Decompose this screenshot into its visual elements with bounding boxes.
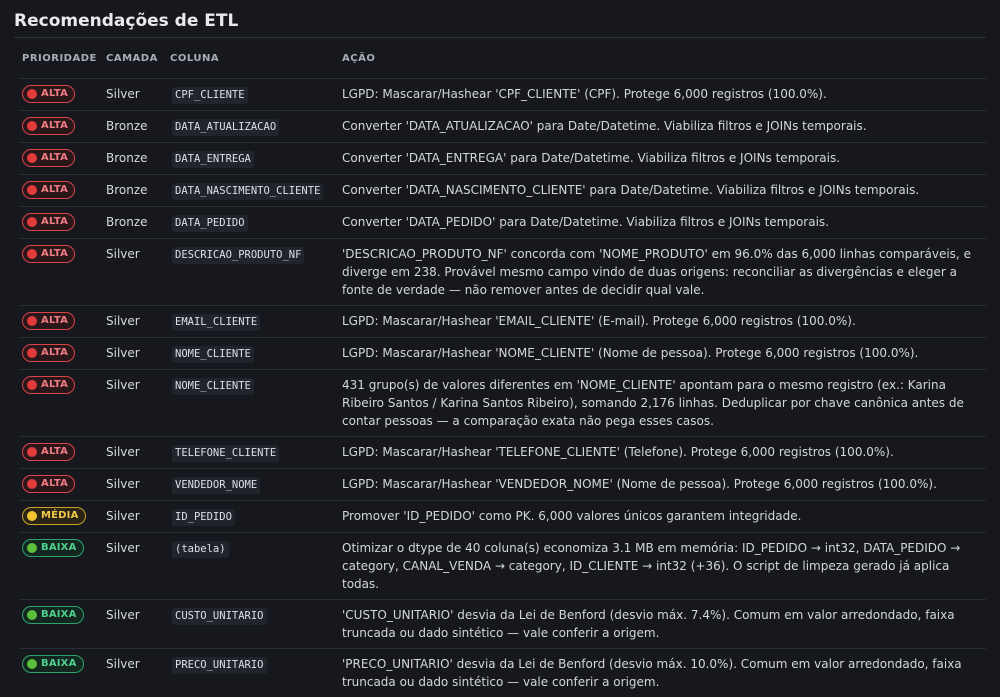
green-circle-icon (27, 610, 37, 620)
action-cell: LGPD: Mascarar/Hashear 'NOME_CLIENTE' (Nome de pessoa). Protege 6,000 registros (100.0%). (340, 338, 986, 370)
priority-cell (20, 469, 104, 501)
priority-cell (20, 239, 104, 306)
table-row[interactable] (20, 469, 986, 501)
column-name-code: VENDEDOR_NOME (172, 477, 260, 494)
green-circle-icon (27, 659, 37, 669)
column-name-code: DATA_PEDIDO (172, 215, 248, 232)
table-row[interactable] (20, 175, 986, 207)
column-cell (168, 437, 340, 469)
column-cell (168, 306, 340, 338)
priority-badge (22, 85, 75, 103)
table-row[interactable] (20, 143, 986, 175)
priority-cell (20, 306, 104, 338)
column-name-code: ID_PEDIDO (172, 509, 235, 526)
priority-label: ALTA (41, 216, 69, 227)
red-circle-icon (27, 121, 37, 131)
column-cell (168, 469, 340, 501)
column-name-code: EMAIL_CLIENTE (172, 314, 260, 331)
priority-badge (22, 344, 75, 362)
header-prioridade[interactable]: PRIORIDADE (20, 38, 104, 79)
priority-label: ALTA (41, 347, 69, 358)
priority-cell (20, 338, 104, 370)
column-name-code: TELEFONE_CLIENTE (172, 445, 279, 462)
priority-label: ALTA (41, 88, 69, 99)
column-name-code: CPF_CLIENTE (172, 87, 248, 104)
green-circle-icon (27, 543, 37, 553)
priority-cell (20, 437, 104, 469)
column-cell (168, 501, 340, 533)
column-cell (168, 600, 340, 649)
priority-label: ALTA (41, 120, 69, 131)
action-cell: Converter 'DATA_ATUALIZACAO' para Date/Datetime. Viabiliza filtros e JOINs temporais. (340, 111, 986, 143)
priority-badge (22, 376, 75, 394)
column-cell (168, 175, 340, 207)
table-row[interactable] (20, 207, 986, 239)
table-header-row (20, 38, 986, 79)
layer-cell: Silver (104, 370, 168, 437)
layer-cell: Silver (104, 306, 168, 338)
red-circle-icon (27, 316, 37, 326)
red-circle-icon (27, 479, 37, 489)
table-body (20, 79, 986, 697)
priority-label: BAIXA (41, 542, 77, 553)
column-cell (168, 239, 340, 306)
priority-badge (22, 475, 75, 493)
table-row[interactable] (20, 111, 986, 143)
action-cell: 'CUSTO_UNITARIO' desvia da Lei de Benford (desvio máx. 7.4%). Comum em valor arredondado, faixa truncada ou dado sintético — vale conferir a origem. (340, 600, 986, 649)
column-cell (168, 533, 340, 600)
layer-cell: Silver (104, 79, 168, 111)
priority-cell (20, 175, 104, 207)
red-circle-icon (27, 153, 37, 163)
priority-label: BAIXA (41, 609, 77, 620)
priority-label: ALTA (41, 248, 69, 259)
table-row[interactable] (20, 338, 986, 370)
layer-cell: Bronze (104, 143, 168, 175)
column-name-code: PRECO_UNITARIO (172, 657, 267, 674)
priority-badge (22, 245, 75, 263)
column-cell (168, 370, 340, 437)
column-name-code: DATA_ENTREGA (172, 151, 254, 168)
action-cell: LGPD: Mascarar/Hashear 'VENDEDOR_NOME' (Nome de pessoa). Protege 6,000 registros (100.0%). (340, 469, 986, 501)
table-row[interactable] (20, 649, 986, 697)
priority-cell (20, 649, 104, 697)
priority-badge (22, 606, 84, 624)
priority-cell (20, 207, 104, 239)
column-name-code: (tabela) (172, 541, 229, 558)
priority-badge (22, 213, 75, 231)
action-cell: 'DESCRICAO_PRODUTO_NF' concorda com 'NOME_PRODUTO' em 96.0% das 6,000 linhas comparáveis, e diverge em 238. Provável mesmo campo vindo de duas origens: reconciliar as divergências e eleger a fonte de verdade — não remover antes de decidir qual vale. (340, 239, 986, 306)
layer-cell: Silver (104, 469, 168, 501)
priority-label: ALTA (41, 315, 69, 326)
layer-cell: Silver (106, 657, 140, 671)
header-acao[interactable]: AÇÃO (340, 38, 986, 79)
red-circle-icon (27, 185, 37, 195)
layer-cell: Bronze (104, 175, 168, 207)
red-circle-icon (27, 348, 37, 358)
recommendations-table (20, 38, 986, 697)
priority-badge (22, 181, 75, 199)
red-circle-icon (27, 249, 37, 259)
table-row[interactable] (20, 306, 986, 338)
priority-badge (22, 655, 84, 673)
priority-badge (22, 443, 75, 461)
layer-cell: Bronze (104, 207, 168, 239)
priority-cell (20, 370, 104, 437)
layer-cell: Silver (104, 501, 168, 533)
priority-label: MÉDIA (41, 510, 79, 521)
red-circle-icon (27, 217, 37, 227)
red-circle-icon (27, 89, 37, 99)
priority-cell (20, 79, 104, 111)
priority-badge (22, 312, 75, 330)
column-name-code: DATA_NASCIMENTO_CLIENTE (172, 183, 323, 200)
action-cell: 431 grupo(s) de valores diferentes em 'NOME_CLIENTE' apontam para o mesmo registro (ex.: Karina Ribeiro Santos / Karina Santos Ribeiro), somando 2,176 linhas. Deduplicar por chave canônica antes de contar pessoas — a comparação exata não pega esses casos. (340, 370, 986, 437)
priority-badge (22, 149, 75, 167)
layer-cell: Silver (104, 533, 168, 600)
action-cell: LGPD: Mascarar/Hashear 'CPF_CLIENTE' (CPF). Protege 6,000 registros (100.0%). (340, 79, 986, 111)
page-title: Recomendações de ETL (14, 9, 986, 38)
header-coluna[interactable]: COLUNA (168, 38, 340, 79)
table-row[interactable] (20, 79, 986, 111)
priority-cell (20, 111, 104, 143)
action-cell: Converter 'DATA_NASCIMENTO_CLIENTE' para Date/Datetime. Viabiliza filtros e JOINs temporais. (340, 175, 986, 207)
action-cell: Converter 'DATA_ENTREGA' para Date/Datetime. Viabiliza filtros e JOINs temporais. (340, 143, 986, 175)
column-cell (168, 338, 340, 370)
column-cell (168, 111, 340, 143)
column-name-code: NOME_CLIENTE (172, 346, 254, 363)
column-name-code: NOME_CLIENTE (172, 378, 254, 395)
priority-label: ALTA (41, 184, 69, 195)
table-row[interactable] (20, 600, 986, 649)
table-row[interactable] (20, 501, 986, 533)
priority-label: ALTA (41, 478, 69, 489)
table-row[interactable] (20, 437, 986, 469)
column-name-code: DESCRICAO_PRODUTO_NF (172, 247, 304, 264)
layer-cell: Silver (104, 600, 168, 649)
layer-cell: Silver (104, 437, 168, 469)
priority-cell (20, 533, 104, 600)
column-cell (168, 649, 340, 697)
priority-cell (20, 600, 104, 649)
column-cell (168, 79, 340, 111)
priority-label: ALTA (41, 152, 69, 163)
table-row[interactable] (20, 239, 986, 306)
column-name-code: DATA_ATUALIZACAO (172, 119, 279, 136)
table-row[interactable] (20, 533, 986, 600)
priority-label: ALTA (41, 379, 69, 390)
column-cell (168, 207, 340, 239)
priority-cell (20, 143, 104, 175)
action-cell: Converter 'DATA_PEDIDO' para Date/Datetime. Viabiliza filtros e JOINs temporais. (340, 207, 986, 239)
red-circle-icon (27, 447, 37, 457)
layer-cell: Silver (104, 338, 168, 370)
table-row[interactable] (20, 370, 986, 437)
action-cell: LGPD: Mascarar/Hashear 'EMAIL_CLIENTE' (E-mail). Protege 6,000 registros (100.0%). (340, 306, 986, 338)
action-cell: 'PRECO_UNITARIO' desvia da Lei de Benford (desvio máx. 10.0%). Comum em valor arredondado, faixa truncada ou dado sintético — vale conferir a origem. (342, 657, 962, 689)
priority-label: BAIXA (41, 658, 77, 669)
action-cell: LGPD: Mascarar/Hashear 'TELEFONE_CLIENTE' (Telefone). Protege 6,000 registros (100.0%). (340, 437, 986, 469)
priority-badge (22, 117, 75, 135)
priority-badge (22, 507, 86, 525)
layer-cell: Silver (104, 239, 168, 306)
column-name-code: CUSTO_UNITARIO (172, 608, 267, 625)
priority-badge (22, 539, 84, 557)
action-cell: Otimizar o dtype de 40 coluna(s) economiza 3.1 MB em memória: ID_PEDIDO → int32, DATA_PEDIDO → category, CANAL_VENDA → category, ID_CLIENTE → int32 (+36). O script de limpeza gerado já aplica todas. (340, 533, 986, 600)
header-camada[interactable]: CAMADA (104, 38, 168, 79)
red-circle-icon (27, 380, 37, 390)
layer-cell: Bronze (104, 111, 168, 143)
yellow-circle-icon (27, 511, 37, 521)
column-cell (168, 143, 340, 175)
priority-label: ALTA (41, 446, 69, 457)
priority-cell (20, 501, 104, 533)
action-cell: Promover 'ID_PEDIDO' como PK. 6,000 valores únicos garantem integridade. (340, 501, 986, 533)
